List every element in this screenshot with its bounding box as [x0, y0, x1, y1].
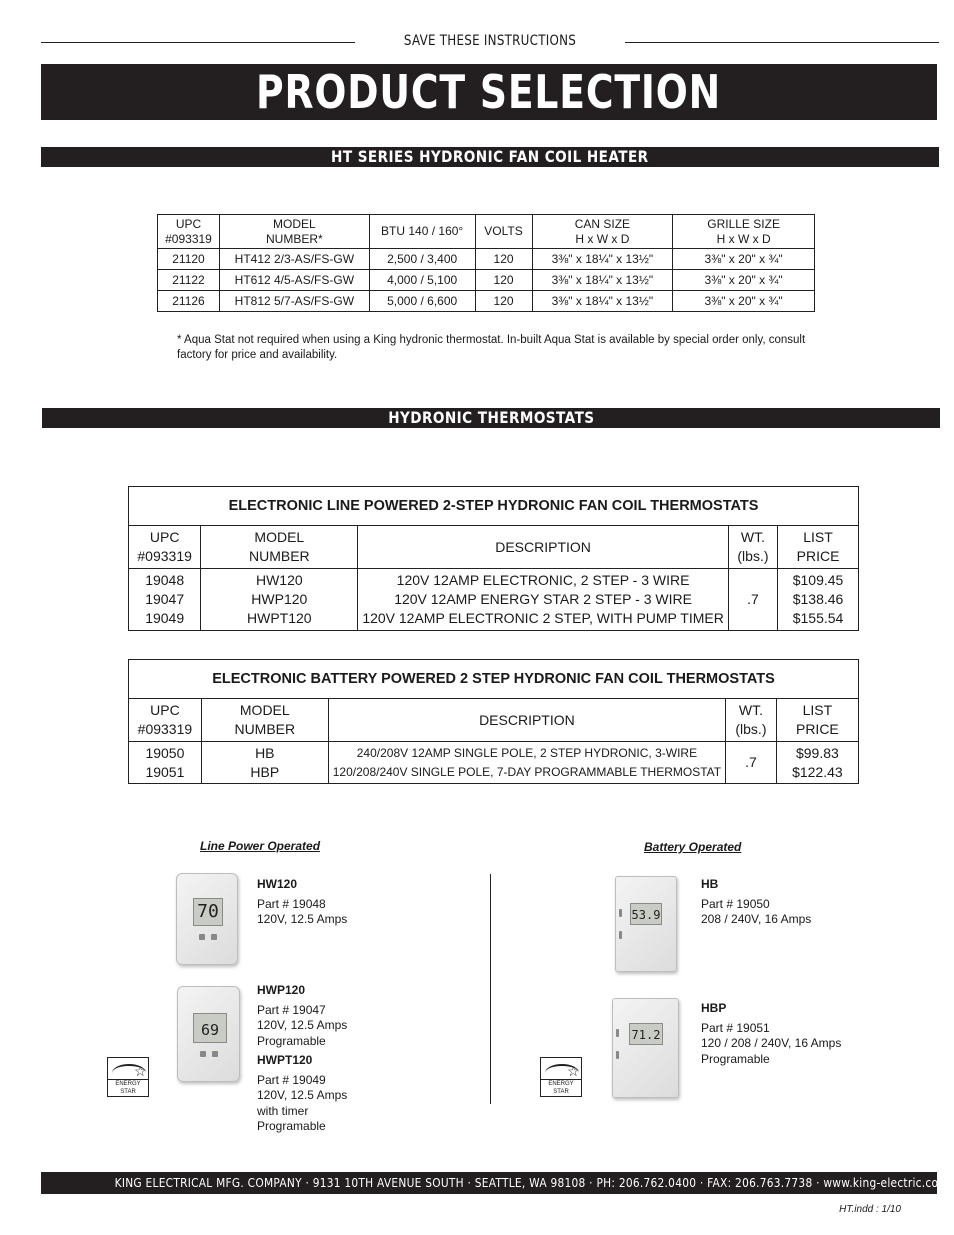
- column-header: UPC #093319: [158, 215, 220, 249]
- column-header: DESCRIPTION: [358, 526, 729, 569]
- product-detail: 208 / 240V, 16 Amps: [701, 912, 812, 926]
- battery-thermostat-table: [128, 659, 859, 784]
- price-cell: $109.45 $138.46 $155.54: [778, 569, 859, 631]
- column-header: BTU 140 / 160°: [369, 215, 475, 249]
- product-detail: Programable: [257, 1033, 326, 1048]
- lcd-display: 70: [193, 898, 223, 926]
- table-cell: 120: [475, 249, 532, 270]
- table-cell: 21122: [158, 270, 220, 291]
- table-caption: ELECTRONIC BATTERY POWERED 2 STEP HYDRONIC FAN COIL THERMOSTATS: [129, 660, 859, 699]
- product-detail: Part # 19049: [257, 1072, 326, 1087]
- button-icon: [200, 1051, 206, 1057]
- header-rule-left: [41, 42, 355, 43]
- table-header-row: [129, 699, 859, 742]
- button-icon: [616, 1051, 619, 1059]
- hb-thermostat-image: [615, 876, 677, 972]
- file-id: HT.indd : 1/10: [839, 1204, 901, 1215]
- description-cell: 120V 12AMP ELECTRONIC, 2 STEP - 3 WIRE 120V 12AMP ENERGY STAR 2 STEP - 3 WIRE 120V 12AMP ELECTRONIC 2 STEP, WITH PUMP TIMER: [358, 569, 729, 631]
- table-cell: 21120: [158, 249, 220, 270]
- button-icon: [619, 931, 622, 939]
- fan-coil-heading: HT SERIES HYDRONIC FAN COIL HEATER: [331, 147, 649, 166]
- fan-coil-table: [157, 214, 815, 312]
- table-cell: 3⅜" x 20" x ¾": [673, 249, 815, 270]
- product-name: HBP: [701, 1001, 727, 1015]
- table-row: [158, 291, 815, 312]
- weight-cell: .7: [728, 569, 777, 631]
- button-icon: [211, 934, 217, 940]
- product-detail: 120V, 12.5 Amps: [257, 912, 348, 926]
- table-cell: 21126: [158, 291, 220, 312]
- table-cell: HT412 2/3-AS/FS-GW: [219, 249, 369, 270]
- table-row: [158, 249, 815, 270]
- product-name: HB: [701, 877, 719, 891]
- model-cell: HW120 HWP120 HWPT120: [201, 569, 358, 631]
- product-detail: 120V, 12.5 Amps: [257, 1088, 348, 1102]
- product-detail: Part # 19050: [701, 896, 770, 911]
- page-title-banner: [41, 64, 937, 120]
- table-cell: 120: [475, 270, 532, 291]
- product-hb: [701, 877, 811, 928]
- product-detail: Programable: [257, 1119, 326, 1133]
- column-header: LIST PRICE: [776, 699, 858, 742]
- product-detail: Part # 19048: [257, 896, 326, 911]
- column-header: VOLTS: [475, 215, 532, 249]
- product-detail: Part # 19047: [257, 1002, 326, 1017]
- fan-coil-banner: [41, 147, 939, 167]
- table-header-row: [158, 215, 815, 249]
- aqua-stat-note: * Aqua Stat not required when using a King hydronic thermostat. In-built Aqua Stat is available by special order only, consult factory for price and availability.: [177, 334, 806, 361]
- model-cell: HB HBP: [201, 742, 328, 784]
- column-header: GRILLE SIZE H x W x D: [673, 215, 815, 249]
- product-detail: with timer: [257, 1103, 309, 1118]
- column-header: DESCRIPTION: [328, 699, 725, 742]
- product-hwp120: [257, 983, 347, 1135]
- lcd-display: 53.9: [630, 903, 662, 925]
- table-row: [129, 569, 859, 631]
- button-icon: [619, 909, 622, 917]
- table-cell: 120: [475, 291, 532, 312]
- column-divider: [490, 874, 491, 1104]
- price-cell: $99.83 $122.43: [776, 742, 858, 784]
- product-hw120: [257, 877, 347, 928]
- upc-cell: 19050 19051: [129, 742, 202, 784]
- column-header: MODEL NUMBER: [201, 699, 328, 742]
- table-cell: 4,000 / 5,100: [369, 270, 475, 291]
- table-cell: 3⅜" x 18¼" x 13½": [532, 291, 673, 312]
- product-hbp: [701, 1001, 841, 1067]
- line-power-label: Line Power Operated: [200, 839, 321, 853]
- table-cell: 3⅜" x 18¼" x 13½": [532, 249, 673, 270]
- column-header: MODEL NUMBER: [201, 526, 358, 569]
- save-instructions-text: SAVE THESE INSTRUCTIONS: [403, 33, 577, 49]
- table-cell: 3⅜" x 18¼" x 13½": [532, 270, 673, 291]
- table-cell: 5,000 / 6,600: [369, 291, 475, 312]
- column-header: LIST PRICE: [778, 526, 859, 569]
- energy-star-logo-icon: ☆ ENERGY STAR: [540, 1057, 582, 1097]
- footer-contact: KING ELECTRICAL MFG. COMPANY · 9131 10TH AVENUE SOUTH · SEATTLE, WA 98108 · PH: 206.762.0400 · FAX: 206.763.7738 · www.king-electric.com: [114, 1175, 949, 1190]
- hbp-thermostat-image: [612, 998, 679, 1098]
- weight-cell: .7: [726, 742, 777, 784]
- product-detail: 120 / 208 / 240V, 16 Amps: [701, 1036, 842, 1050]
- footer-bar: [41, 1172, 949, 1194]
- table-cell: 3⅜" x 20" x ¾": [673, 270, 815, 291]
- hw120-thermostat-image: [176, 873, 238, 965]
- energy-star-logo-icon: ☆ ENERGY STAR: [107, 1057, 149, 1097]
- table-cell: 2,500 / 3,400: [369, 249, 475, 270]
- column-header: WT. (lbs.): [728, 526, 777, 569]
- column-header: WT. (lbs.): [726, 699, 777, 742]
- button-icon: [616, 1029, 619, 1037]
- table-cell: 3⅜" x 20" x ¾": [673, 291, 815, 312]
- product-detail: 120V, 12.5 Amps: [257, 1018, 348, 1032]
- table-cell: HT812 5/7-AS/FS-GW: [219, 291, 369, 312]
- table-row: [129, 742, 859, 784]
- table-header-row: [129, 526, 859, 569]
- lcd-display: 69: [193, 1013, 227, 1043]
- product-name: HWP120: [257, 983, 306, 997]
- product-detail: Part # 19051: [701, 1020, 770, 1035]
- table-row: [158, 270, 815, 291]
- hwp120-thermostat-image: [177, 986, 240, 1082]
- column-header: MODEL NUMBER*: [219, 215, 369, 249]
- table-cell: HT612 4/5-AS/FS-GW: [219, 270, 369, 291]
- battery-operated-label: Battery Operated: [644, 840, 742, 854]
- button-icon: [199, 934, 205, 940]
- description-cell: 240/208V 12AMP SINGLE POLE, 2 STEP HYDRONIC, 3-WIRE 120/208/240V SINGLE POLE, 7-DAY PROGRAMMABLE THERMOSTAT: [328, 742, 725, 784]
- column-header: UPC #093319: [129, 699, 202, 742]
- table-caption: ELECTRONIC LINE POWERED 2-STEP HYDRONIC FAN COIL THERMOSTATS: [129, 487, 859, 526]
- product-name: HWPT120: [257, 1053, 313, 1067]
- thermostats-banner: [42, 408, 940, 428]
- column-header: UPC #093319: [129, 526, 201, 569]
- button-icon: [212, 1051, 218, 1057]
- product-name: HW120: [257, 877, 298, 891]
- column-header: CAN SIZE H x W x D: [532, 215, 673, 249]
- line-thermostat-table: [128, 486, 859, 631]
- thermostats-heading: HYDRONIC THERMOSTATS: [387, 408, 595, 427]
- page-title: PRODUCT SELECTION: [256, 65, 722, 119]
- lcd-display: 71.2: [629, 1023, 663, 1045]
- header-rule-right: [625, 42, 939, 43]
- product-detail: Programable: [701, 1051, 770, 1066]
- upc-cell: 19048 19047 19049: [129, 569, 201, 631]
